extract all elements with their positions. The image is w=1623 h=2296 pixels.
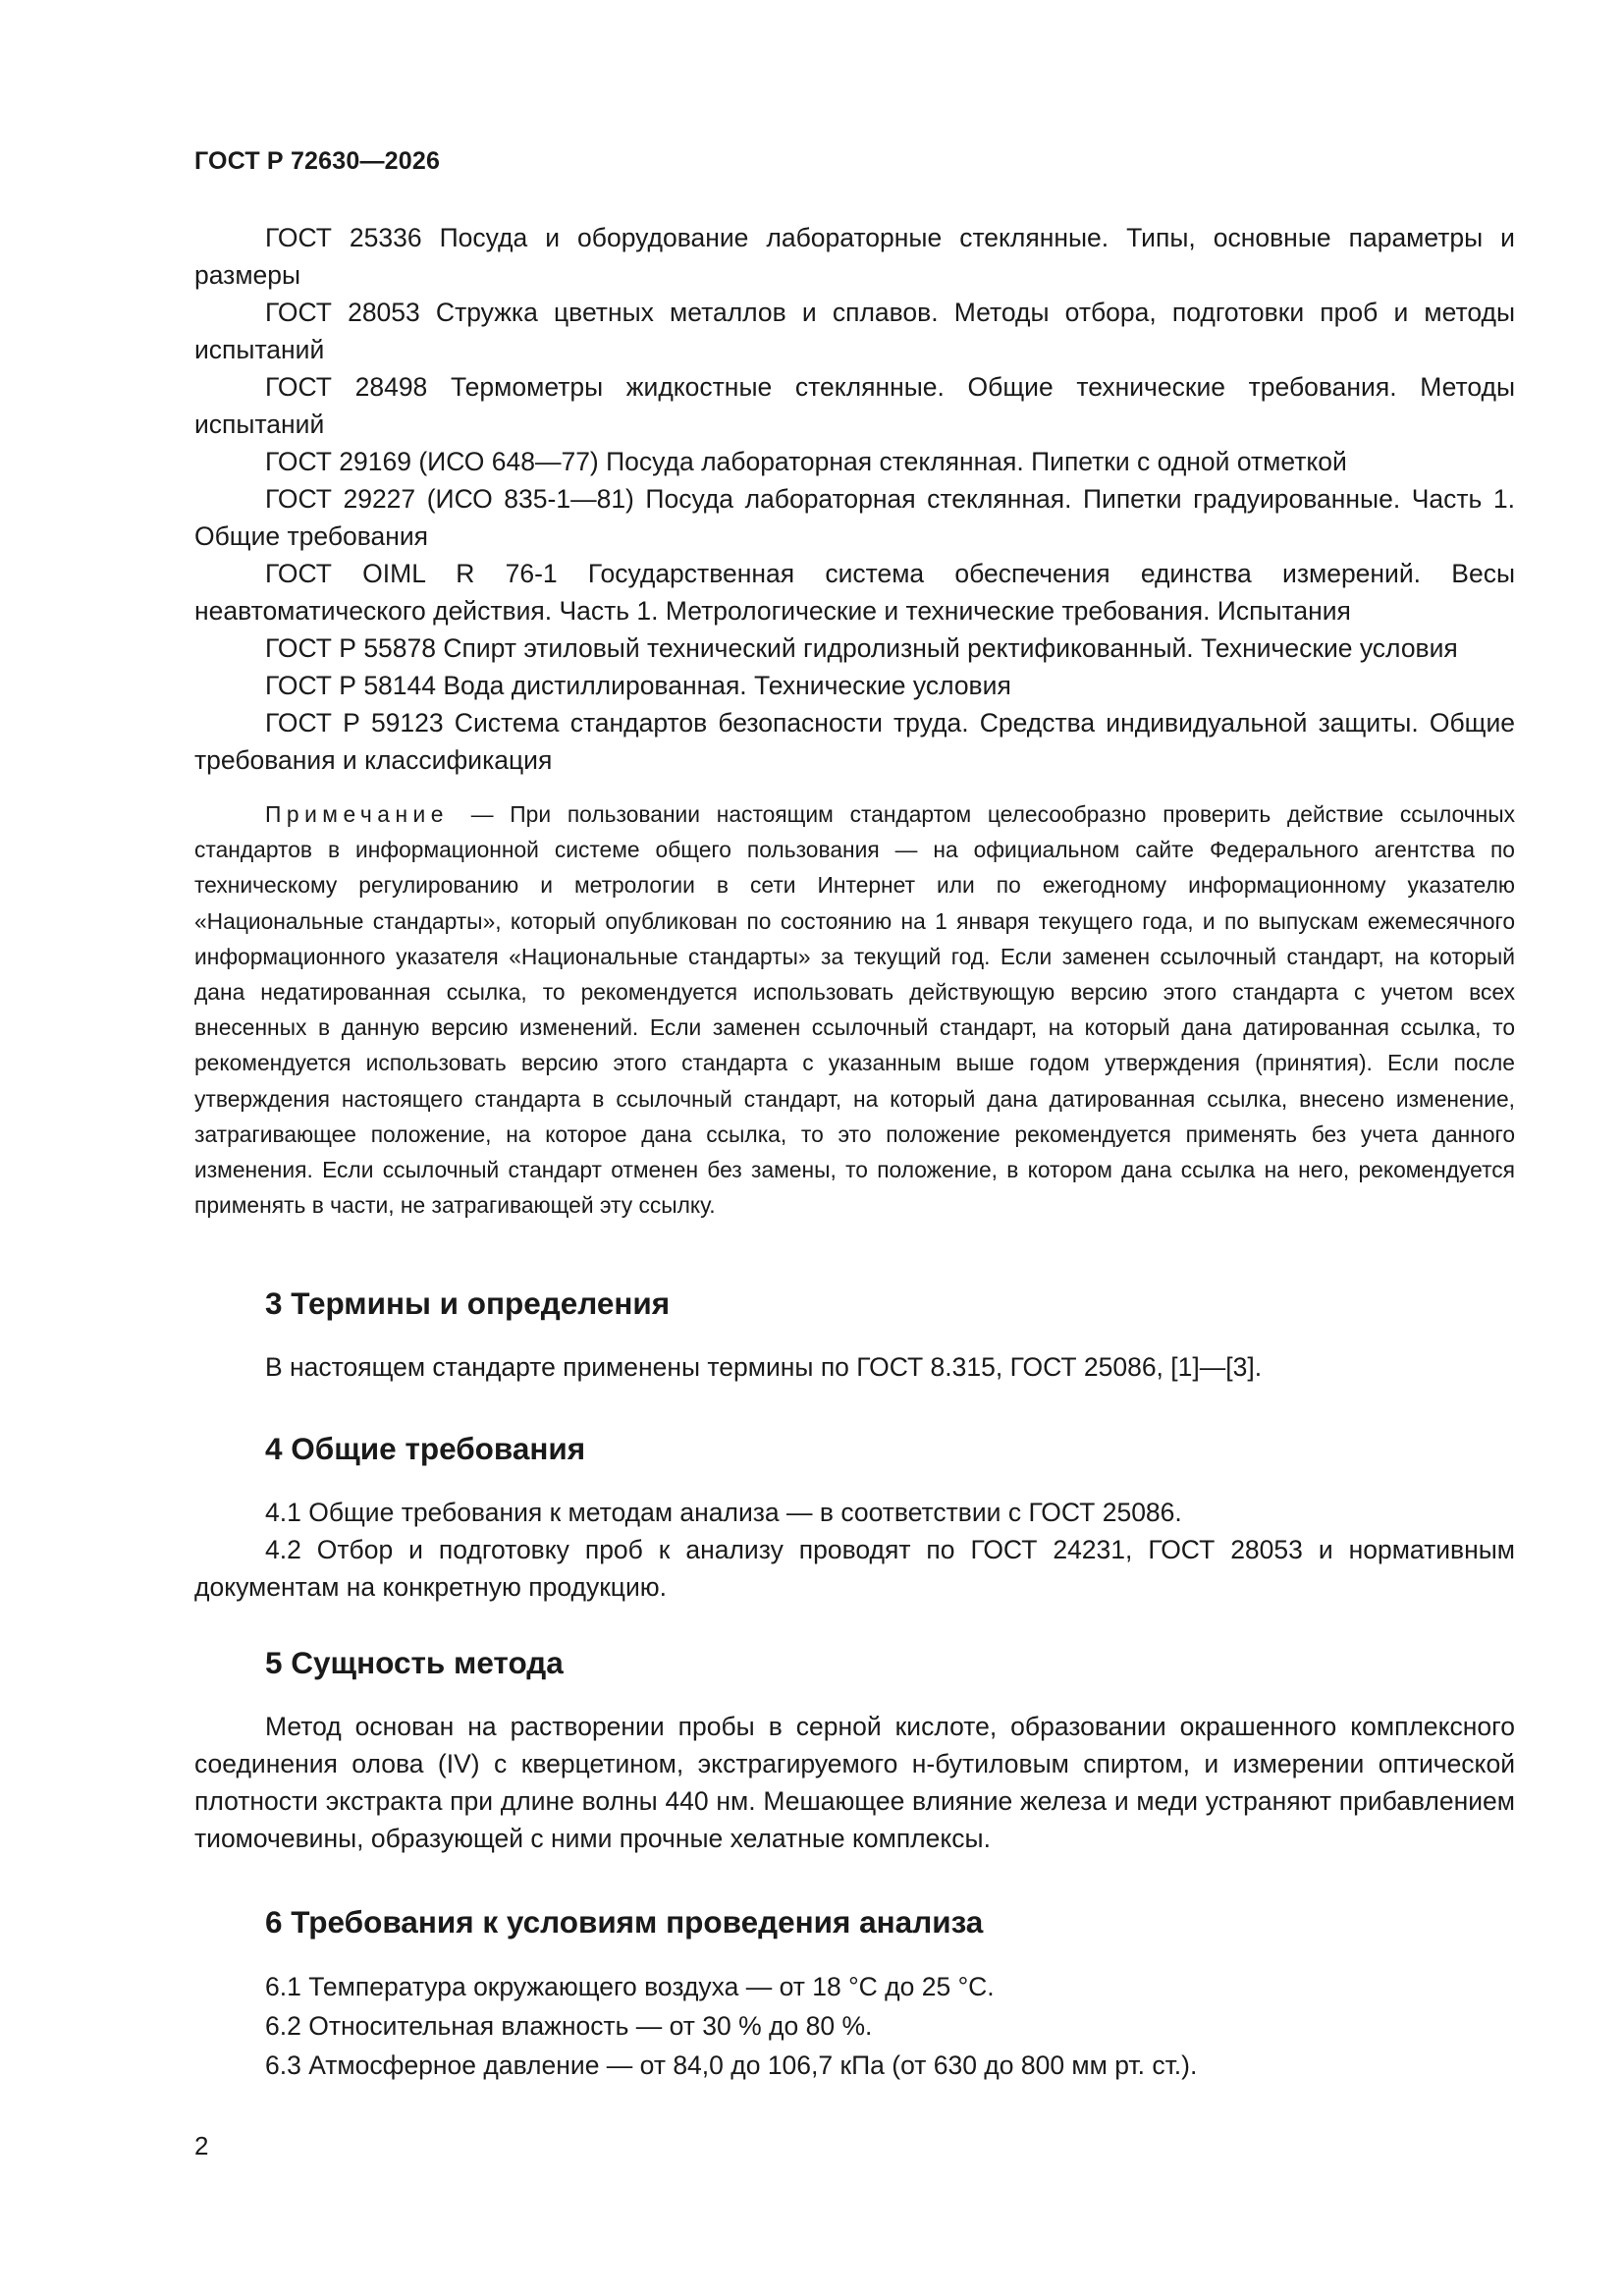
section-3-body (194, 1348, 1515, 1386)
normative-references-list (194, 219, 1515, 779)
section-3-title: 3 Термины и определения (265, 1285, 671, 1322)
note-paragraph (194, 796, 1515, 1223)
reference-item: ГОСТ 28053 Стружка цветных металлов и сплавов. Методы отбора, подготовки проб и методы испытаний (194, 298, 1515, 364)
section-6-title: 6 Требования к условиям проведения анализа (265, 1904, 984, 1941)
reference-item: ГОСТ Р 58144 Вода дистиллированная. Технические условия (265, 671, 1011, 700)
reference-item: ГОСТ OIML R 76-1 Государственная система обеспечения единства измерений. Весы неавтоматического действия. Часть 1. Метрологические и технические требования. Испытания (194, 559, 1515, 626)
document-header: ГОСТ Р 72630—2026 (194, 147, 441, 175)
document-page (194, 147, 1515, 2085)
reference-item: ГОСТ 29169 (ИСО 648—77) Посуда лабораторная стеклянная. Пипетки с одной отметкой (265, 447, 1347, 476)
section-6-paragraph: 6.1 Температура окружающего воздуха — от 18 °С до 25 °С. (265, 1972, 995, 2002)
reference-item: ГОСТ 29227 (ИСО 835-1—81) Посуда лабораторная стеклянная. Пипетки градуированные. Часть 1. Общие требования (194, 484, 1515, 551)
section-4-title: 4 Общие требования (265, 1431, 586, 1467)
reference-item: ГОСТ Р 55878 Спирт этиловый технический гидролизный ректификованный. Технические условия (265, 633, 1458, 663)
page-number: 2 (194, 2131, 209, 2160)
section-5-paragraph: Метод основан на растворении пробы в серной кислоте, образовании окрашенного комплексного соединения олова (IV) с кверцетином, экстрагируемого н-бутиловым спиртом, и измерении оптической плотности экстракта при длине волны 440 нм. Мешающее влияние железа и меди устраняют прибавлением тиомочевины, образующей с ними прочные хелатные комплексы. (194, 1712, 1515, 1854)
note-text: — При пользовании настоящим стандартом целесообразно проверить действие ссылочных стандартов в информационной системе общего пользования — на официальном сайте Федерального агентства по техническому регулированию и метрологии в сети Интернет или по ежегодному информационному указателю «Национальные стандарты», который опубликован по состоянию на 1 января текущего года, и по выпускам ежемесячного информационного указателя «Национальные стандарты» за текущий год. Если заменен ссылочный стандарт, на который дана недатированная ссылка, то рекомендуется использовать действующую версию этого стандарта с учетом всех внесенных в данную версию изменений. Если заменен ссылочный стандарт, на который дана датированная ссылка, то рекомендуется использовать версию этого стандарта с указанным выше годом утверждения (принятия). Если после утверждения настоящего стандарта в ссылочный стандарт, на который дана датированная ссылка, внесено изменение, затрагивающее положение, на которое дана ссылка, то это положение рекомендуется применять без учета данного изменения. Если ссылочный стандарт отменен без замены, то положение, в котором дана ссылка на него, рекомендуется применять в части, не затрагивающей эту ссылку. (194, 801, 1515, 1219)
reference-item: ГОСТ 25336 Посуда и оборудование лабораторные стеклянные. Типы, основные параметры и размеры (194, 223, 1515, 290)
section-5-body (194, 1708, 1515, 1857)
section-4-paragraph: 4.2 Отбор и подготовку проб к анализу проводят по ГОСТ 24231, ГОСТ 28053 и нормативным документам на конкретную продукцию. (194, 1535, 1515, 1603)
section-5-title: 5 Сущность метода (265, 1645, 564, 1681)
section-3-paragraph: В настоящем стандарте применены термины по ГОСТ 8.315, ГОСТ 25086, [1]—[3]. (265, 1352, 1263, 1383)
section-6-paragraph: 6.2 Относительная влажность — от 30 % до 80 %. (265, 2011, 873, 2042)
reference-item: ГОСТ Р 59123 Система стандартов безопасности труда. Средства индивидуальной защиты. Общие требования и классификация (194, 708, 1515, 775)
section-6-body (194, 1967, 1515, 2085)
reference-item: ГОСТ 28498 Термометры жидкостные стеклянные. Общие технические требования. Методы испытаний (194, 372, 1515, 439)
section-6-paragraph: 6.3 Атмосферное давление — от 84,0 до 106,7 кПа (от 630 до 800 мм рт. ст.). (265, 2050, 1198, 2081)
section-4-body (194, 1494, 1515, 1606)
note-label: Примечание (265, 801, 449, 827)
section-4-paragraph: 4.1 Общие требования к методам анализа — в соответствии с ГОСТ 25086. (265, 1498, 1182, 1528)
